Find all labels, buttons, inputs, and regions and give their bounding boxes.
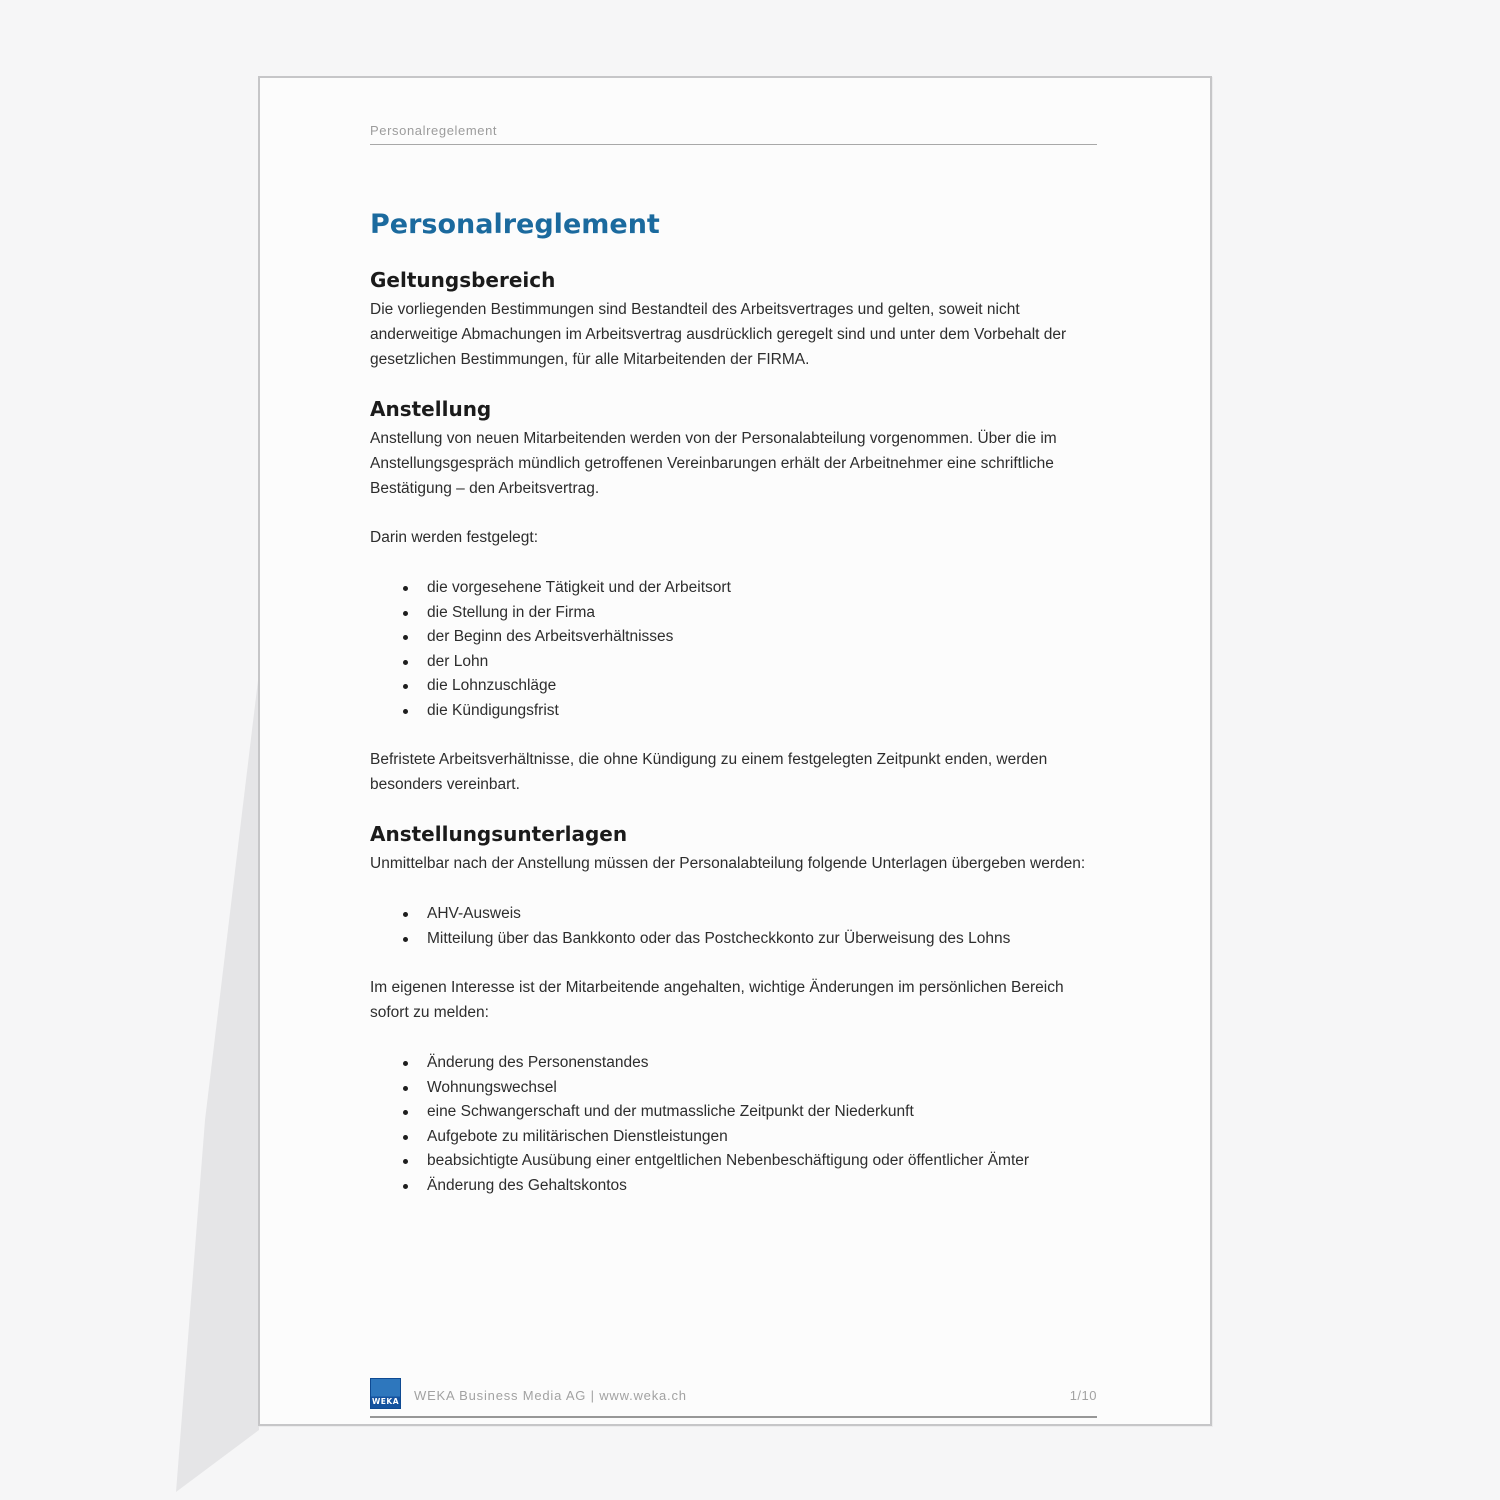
footer-company-line: WEKA Business Media AG | www.weka.ch — [414, 1388, 687, 1403]
page-footer — [370, 1378, 1097, 1418]
weka-logo-text: WEKA — [371, 1397, 399, 1406]
bullet-list-item: Aufgebote zu militärischen Dienstleistungen — [370, 1125, 1097, 1150]
bullet-list-item: die Lohnzuschläge — [370, 674, 1097, 699]
bullet-list-item: Änderung des Gehaltskontos — [370, 1174, 1097, 1199]
bullet-list — [370, 900, 1097, 951]
body-paragraph: Unmittelbar nach der Anstellung müssen der Personalabteilung folgende Unterlagen übergeben werden: — [370, 855, 1086, 872]
bullet-list-item: die Kündigungsfrist — [370, 699, 1097, 724]
section-heading: Anstellung — [370, 397, 492, 421]
body-paragraph: Darin werden festgelegt: — [370, 529, 539, 546]
bullet-list-item: AHV-Ausweis — [370, 902, 1097, 927]
bullet-list-item: die vorgesehene Tätigkeit und der Arbeitsort — [370, 576, 1097, 601]
running-header — [370, 122, 1097, 145]
footer-page-number: 1/10 — [1069, 1388, 1097, 1403]
document-page — [258, 76, 1212, 1426]
bullet-list — [370, 1049, 1097, 1198]
bullet-list-item: Wohnungswechsel — [370, 1076, 1097, 1101]
bullet-list-item: Mitteilung über das Bankkonto oder das Postcheckkonto zur Überweisung des Lohns — [370, 927, 1097, 952]
bullet-list-item: der Lohn — [370, 650, 1097, 675]
bullet-list-item: eine Schwangerschaft und der mutmassliche Zeitpunkt der Niederkunft — [370, 1100, 1097, 1125]
bullet-list-item: Änderung des Personenstandes — [370, 1051, 1097, 1076]
bullet-list-item: beabsichtigte Ausübung einer entgeltlichen Nebenbeschäftigung oder öffentlicher Ämter — [370, 1149, 1097, 1174]
body-paragraph: Anstellung von neuen Mitarbeitenden werden von der Personalabteilung vorgenommen. Über die im Anstellungsgespräch mündlich getroffenen Vereinbarungen erhält der Arbeitnehmer eine schriftliche Bestätigung – den Arbeitsvertrag. — [370, 430, 1057, 497]
body-paragraph: Die vorliegenden Bestimmungen sind Bestandteil des Arbeitsvertrages und gelten, soweit nicht anderweitige Abmachungen im Arbeitsvertrag ausdrücklich geregelt sind und unter dem Vorbehalt der gesetzlichen Bestimmungen, für alle Mitarbeitenden der FIRMA. — [370, 301, 1067, 368]
footer-row — [370, 1378, 1097, 1409]
body-paragraph: Im eigenen Interesse ist der Mitarbeitende angehalten, wichtige Änderungen im persönlichen Bereich sofort zu melden: — [370, 979, 1064, 1021]
document-body — [370, 267, 1097, 1198]
running-header-text: Personalregelement — [370, 123, 498, 138]
body-paragraph: Befristete Arbeitsverhältnisse, die ohne Kündigung zu einem festgelegten Zeitpunkt enden, werden besonders vereinbart. — [370, 751, 1048, 793]
bullet-list-item: die Stellung in der Firma — [370, 601, 1097, 626]
footer-rule — [370, 1416, 1097, 1418]
page-content-area — [260, 122, 1210, 1468]
weka-logo-icon — [370, 1378, 401, 1409]
section-heading: Anstellungsunterlagen — [370, 822, 628, 846]
bullet-list — [370, 574, 1097, 723]
bullet-list-item: der Beginn des Arbeitsverhältnisses — [370, 625, 1097, 650]
document-title: Personalreglement — [370, 209, 660, 240]
section-heading: Geltungsbereich — [370, 268, 556, 292]
